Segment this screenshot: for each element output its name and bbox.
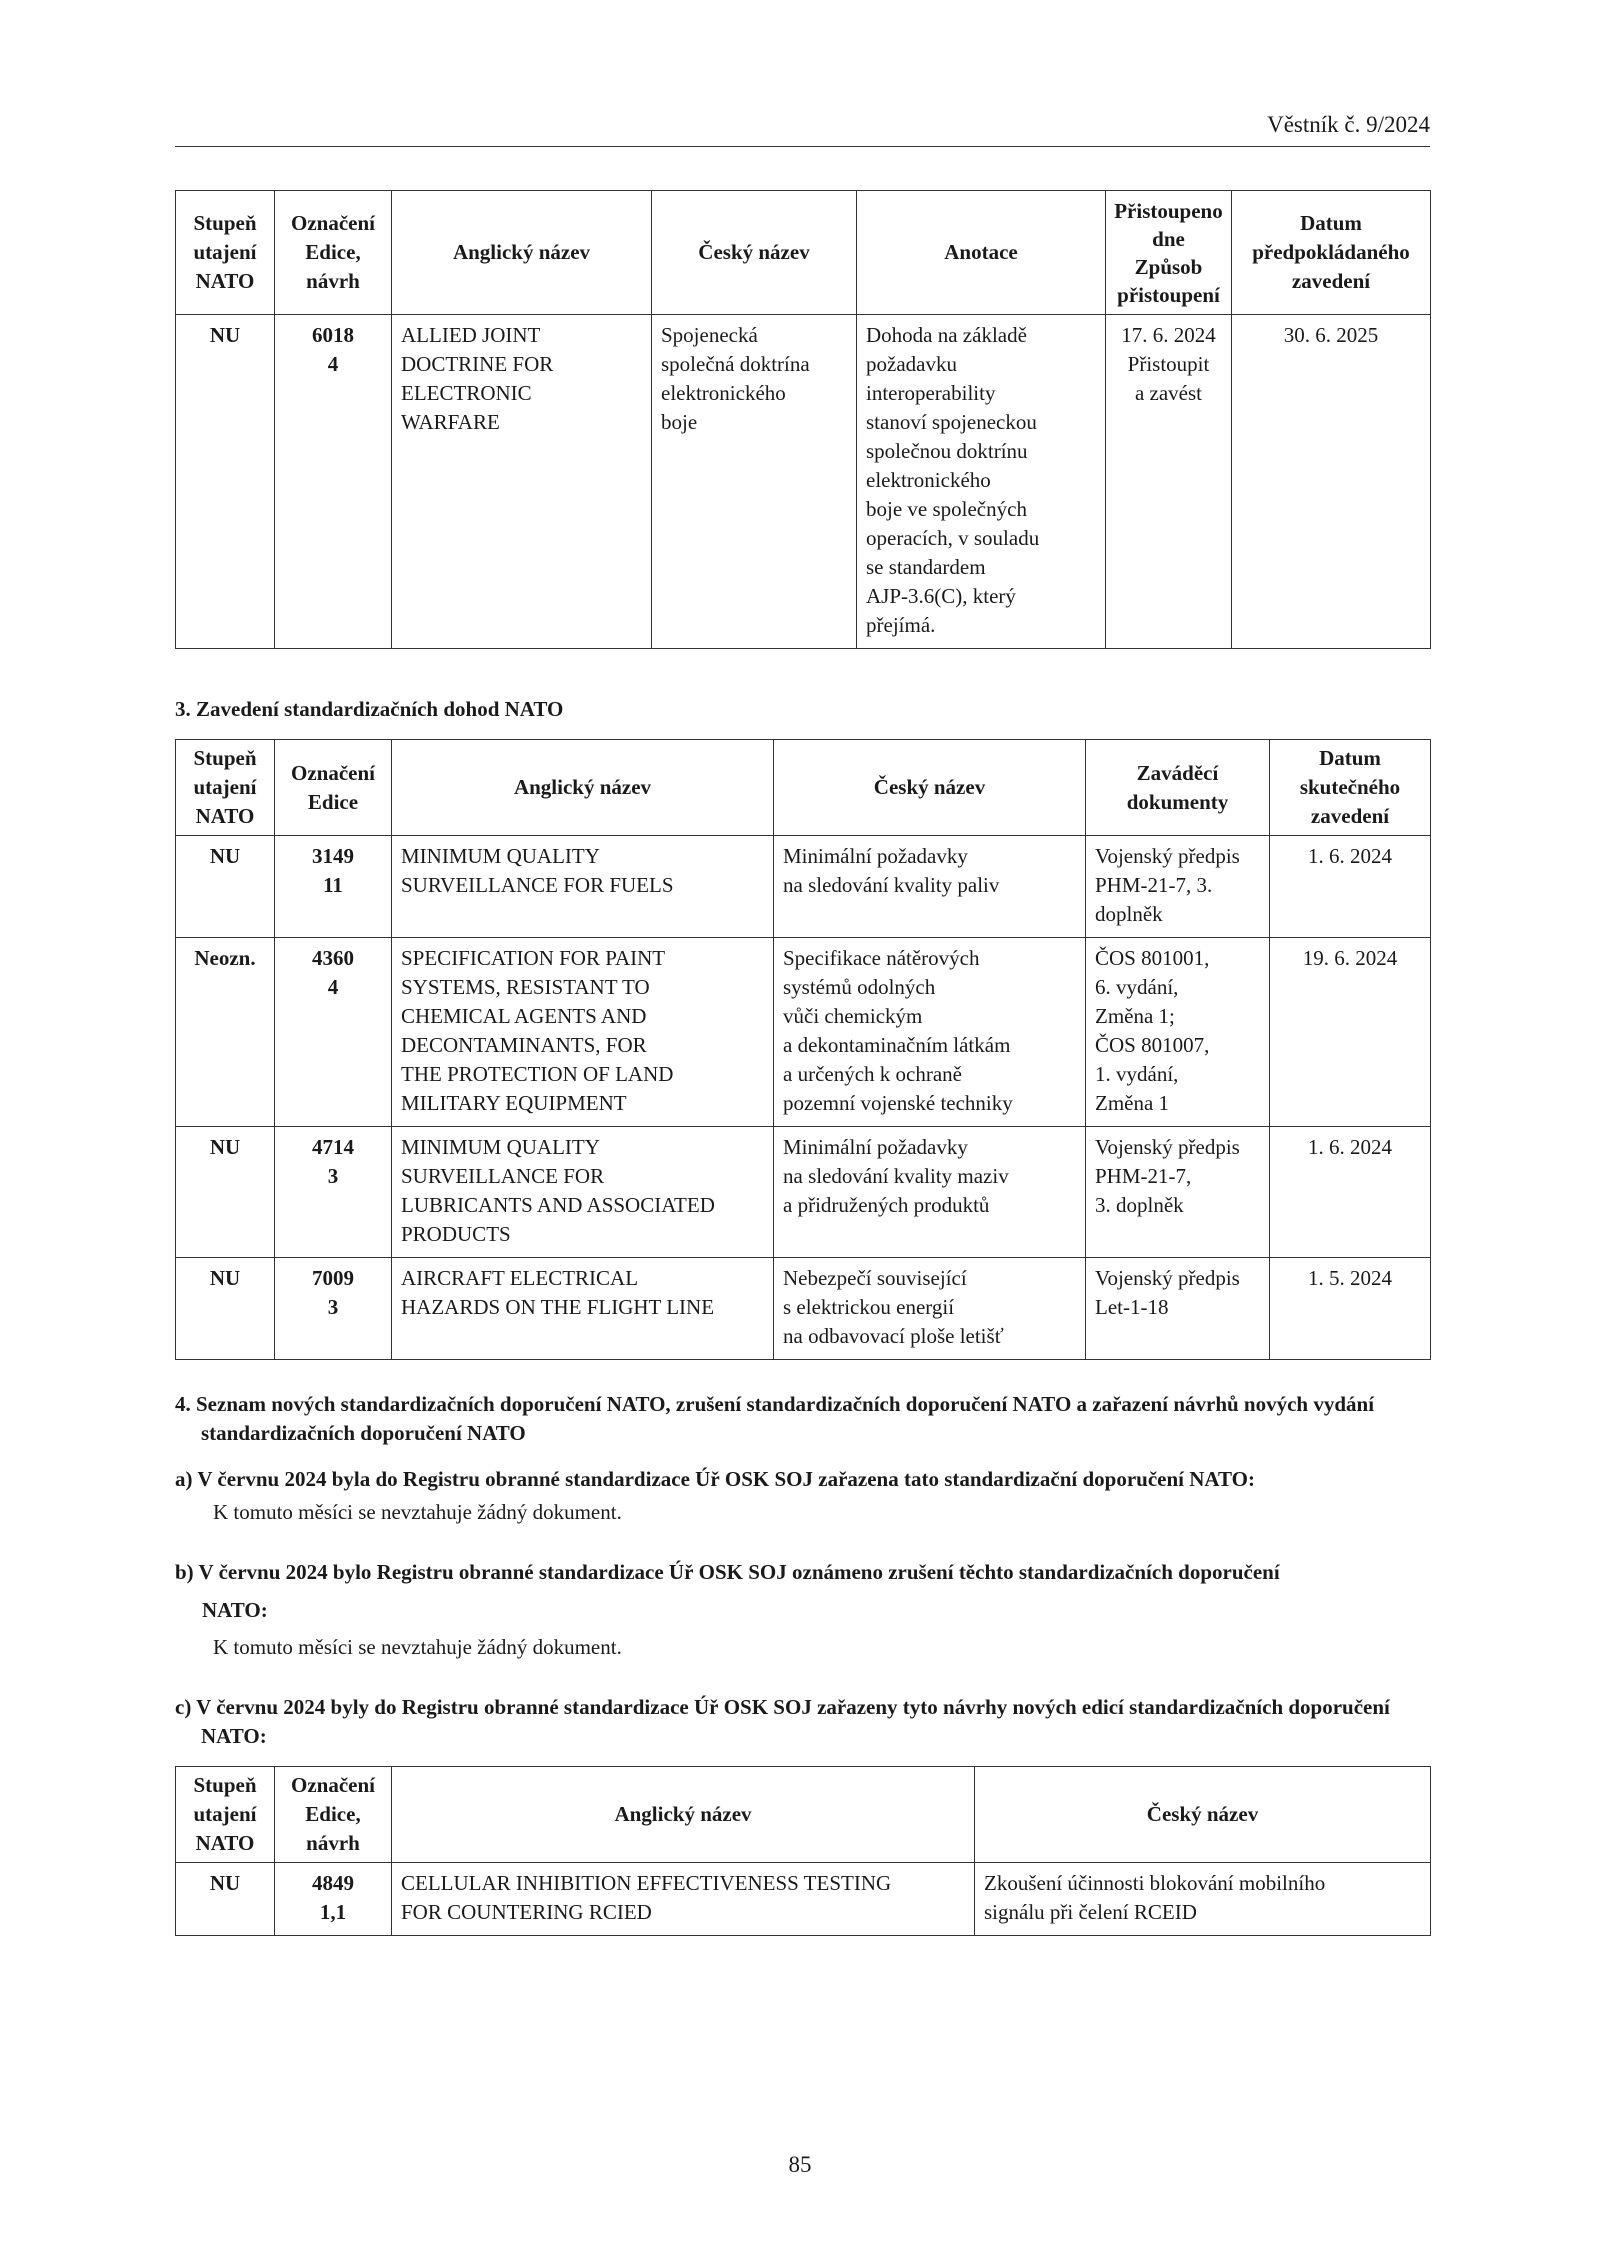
header-designation: Označení Edice, návrh [275,1767,392,1863]
header-czech-title: Český název [652,191,857,315]
cell-classification: NU [176,1127,275,1258]
header-annotation: Anotace [857,191,1106,315]
cell-english-title: SPECIFICATION FOR PAINT SYSTEMS, RESISTANT TO CHEMICAL AGENTS AND DECONTAMINANTS, FOR THE PROTECTION OF LAND MILITARY EQUIPMENT [392,938,774,1127]
cell-english-title: MINIMUM QUALITY SURVEILLANCE FOR FUELS [392,836,774,938]
cell-designation: 4714 3 [275,1127,392,1258]
page-header [175,112,1430,147]
cell-designation: 4360 4 [275,938,392,1127]
cell-classification: NU [176,315,275,649]
section-4-heading: 4. Seznam nových standardizačních doporučení NATO, zrušení standardizačních doporučení NATO a zařazení návrhů nových vydání standardizačních doporučení NATO [175,1392,1375,1445]
subsection-a-text: a) V červnu 2024 byla do Registru obranné standardizace Úř OSK SOJ zařazena tato standardizační doporučení NATO: [175,1467,1255,1491]
section-3-heading: 3. Zavedení standardizačních dohod NATO [175,697,564,721]
header-implementing-documents: Zaváděcí dokumenty [1086,740,1270,836]
header-english-title: Anglický název [392,740,774,836]
cell-implementing-documents: ČOS 801001, 6. vydání, Změna 1; ČOS 801007, 1. vydání, Změna 1 [1086,938,1270,1127]
table-header-row [176,1767,1431,1863]
subsection-b-note: K tomuto měsíci se nevztahuje žádný dokument. [213,1635,622,1659]
cell-czech-title: Nebezpečí související s elektrickou energií na odbavovací ploše letišť [774,1258,1086,1360]
cell-classification: NU [176,836,275,938]
subsection-c-text: c) V červnu 2024 byly do Registru obranné standardizace Úř OSK SOJ zařazeny tyto návrhy nových edicí standardizačních doporučení NATO: [175,1695,1390,1748]
cell-english-title: ALLIED JOINT DOCTRINE FOR ELECTRONIC WARFARE [392,315,652,649]
header-designation: Označení Edice, návrh [275,191,392,315]
cell-czech-title: Minimální požadavky na sledování kvality maziv a přidružených produktů [774,1127,1086,1258]
table-row [176,315,1431,649]
cell-english-title: AIRCRAFT ELECTRICAL HAZARDS ON THE FLIGHT LINE [392,1258,774,1360]
header-czech-title: Český název [975,1767,1431,1863]
subsection-a-note: K tomuto měsíci se nevztahuje žádný dokument. [213,1500,622,1524]
table-row [176,938,1431,1127]
table-row [176,1863,1431,1936]
cell-designation: 3149 11 [275,836,392,938]
cell-english-title: MINIMUM QUALITY SURVEILLANCE FOR LUBRICANTS AND ASSOCIATED PRODUCTS [392,1127,774,1258]
cell-czech-title: Spojenecká společná doktrína elektronického boje [652,315,857,649]
cell-actual-date: 19. 6. 2024 [1270,938,1431,1127]
cell-designation: 7009 3 [275,1258,392,1360]
header-classification: Stupeň utajení NATO [176,1767,275,1863]
implementation-table [175,739,1431,1360]
cell-actual-date: 1. 6. 2024 [1270,1127,1431,1258]
table-header-row [176,191,1431,315]
cell-czech-title: Zkoušení účinnosti blokování mobilního signálu při čelení RCEID [975,1863,1431,1936]
header-actual-date: Datum skutečného zavedení [1270,740,1431,836]
header-designation: Označení Edice [275,740,392,836]
table-header-row [176,740,1431,836]
cell-czech-title: Minimální požadavky na sledování kvality paliv [774,836,1086,938]
header-planned-date: Datum předpokládaného zavedení [1232,191,1431,315]
subsection-b-text-cont: NATO: [202,1598,268,1622]
bulletin-title: Věstník č. 9/2024 [1267,112,1430,137]
subsection-b-text: b) V červnu 2024 bylo Registru obranné standardizace Úř OSK SOJ oznámeno zrušení těchto standardizačních doporučení [175,1560,1280,1584]
header-english-title: Anglický název [392,1767,975,1863]
cell-designation: 4849 1,1 [275,1863,392,1936]
drafts-table [175,1766,1431,1936]
cell-annotation: Dohoda na základě požadavku interoperability stanoví spojeneckou společnou doktrínu elektronického boje ve společných operacích, v souladu se standardem AJP-3.6(C), který přejímá. [857,315,1106,649]
header-classification: Stupeň utajení NATO [176,191,275,315]
cell-planned-date: 30. 6. 2025 [1232,315,1431,649]
table-row [176,1258,1431,1360]
accession-table [175,190,1431,649]
header-czech-title: Český název [774,740,1086,836]
header-english-title: Anglický název [392,191,652,315]
cell-czech-title: Specifikace nátěrových systémů odolných vůči chemickým a dekontaminačním látkám a určených k ochraně pozemní vojenské techniky [774,938,1086,1127]
cell-classification: NU [176,1258,275,1360]
cell-designation: 6018 4 [275,315,392,649]
cell-classification: Neozn. [176,938,275,1127]
page-number: 85 [788,2152,812,2177]
table-row [176,836,1431,938]
cell-english-title: CELLULAR INHIBITION EFFECTIVENESS TESTING FOR COUNTERING RCIED [392,1863,975,1936]
cell-implementing-documents: Vojenský předpis Let-1-18 [1086,1258,1270,1360]
cell-classification: NU [176,1863,275,1936]
cell-implementing-documents: Vojenský předpis PHM-21-7, 3. doplněk [1086,1127,1270,1258]
cell-accession: 17. 6. 2024 Přistoupit a zavést [1106,315,1232,649]
table-row [176,1127,1431,1258]
cell-actual-date: 1. 5. 2024 [1270,1258,1431,1360]
header-accession: Přistoupeno dne Způsob přistoupení [1106,191,1232,315]
cell-actual-date: 1. 6. 2024 [1270,836,1431,938]
cell-implementing-documents: Vojenský předpis PHM-21-7, 3. doplněk [1086,836,1270,938]
header-classification: Stupeň utajení NATO [176,740,275,836]
